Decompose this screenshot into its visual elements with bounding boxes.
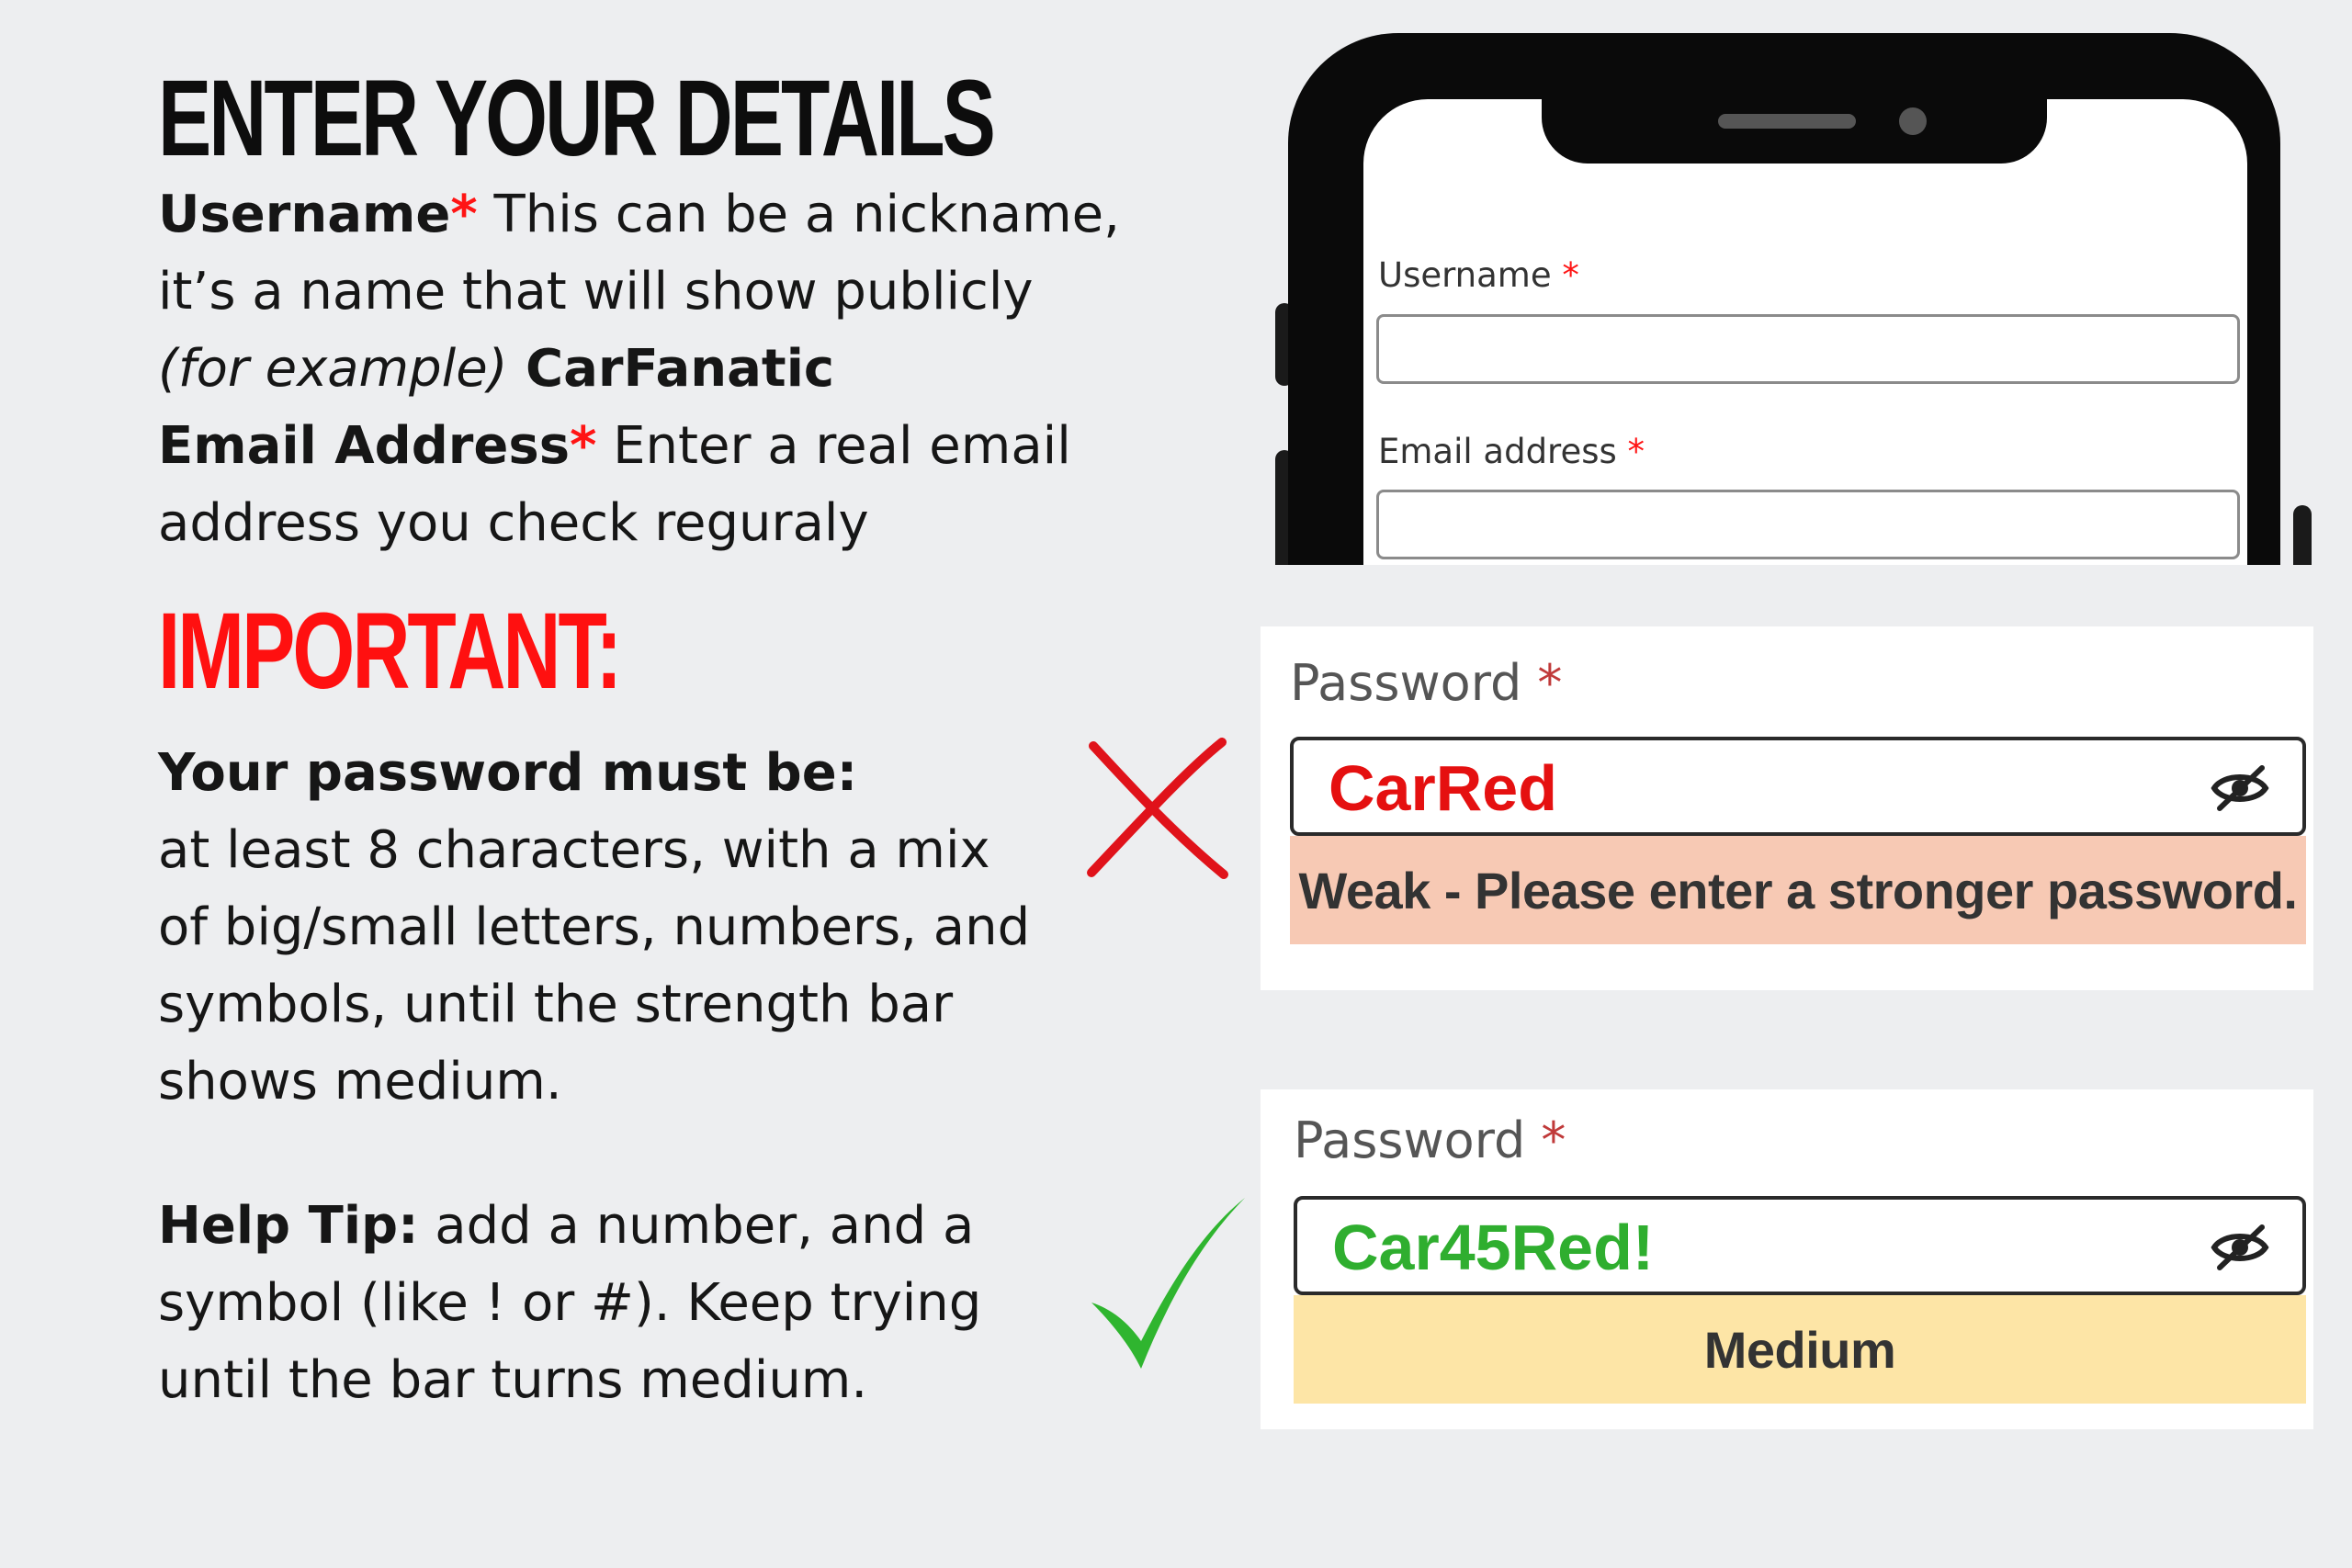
username-term: Username — [158, 185, 451, 244]
rules-title: Your password must be: — [158, 743, 858, 803]
username-description-2: it’s a name that will show publicly — [158, 262, 1034, 321]
username-field-label: Username * — [1378, 255, 1579, 295]
help-tip — [158, 1188, 1123, 1419]
required-mark: * — [1627, 432, 1645, 471]
rules-line: shows medium. — [158, 1052, 562, 1111]
eye-slash-icon[interactable] — [2211, 1224, 2269, 1271]
required-mark: * — [570, 416, 597, 476]
password-value: CarRed — [1329, 752, 1557, 824]
password-input[interactable] — [1294, 1196, 2306, 1295]
example-label: (for example) — [158, 339, 508, 399]
eye-slash-icon[interactable] — [2211, 764, 2269, 812]
password-value: Car45Red! — [1332, 1212, 1655, 1283]
rules-line: symbols, until the strength bar — [158, 975, 954, 1034]
intro-text — [158, 176, 1123, 562]
medium-password-example — [1261, 1089, 2313, 1429]
red-cross-icon — [1084, 735, 1231, 882]
email-input[interactable] — [1376, 490, 2240, 559]
password-rules — [158, 735, 1123, 1121]
weak-password-example — [1261, 626, 2313, 990]
green-check-icon — [1084, 1194, 1250, 1378]
rules-line: of big/small letters, numbers, and — [158, 897, 1031, 957]
example-value: CarFanatic — [507, 339, 835, 399]
strength-bar-weak: Weak - Please enter a stronger password. — [1290, 836, 2306, 944]
phone-notch — [1542, 46, 2047, 164]
strength-bar-medium: Medium — [1294, 1295, 2306, 1404]
email-description-2: address you check reguraly — [158, 493, 869, 553]
help-tip-text: add a number, and a — [418, 1196, 975, 1256]
rules-line: at least 8 characters, with a mix — [158, 820, 990, 880]
required-mark: * — [1537, 654, 1563, 712]
username-input[interactable] — [1376, 314, 2240, 384]
required-mark: * — [1562, 255, 1579, 295]
phone-camera — [1899, 107, 1927, 135]
required-mark: * — [1541, 1111, 1566, 1169]
help-tip-label: Help Tip: — [158, 1196, 419, 1256]
username-description: This can be a nickname, — [477, 185, 1120, 244]
password-label: Password * — [1294, 1111, 1566, 1169]
help-tip-text-3: until the bar turns medium. — [158, 1350, 868, 1410]
help-tip-text-2: symbol (like ! or #). Keep trying — [158, 1273, 982, 1333]
phone-speaker — [1718, 114, 1856, 129]
phone-side-button — [2293, 505, 2312, 565]
email-description: Enter a real email — [596, 416, 1071, 476]
password-label: Password * — [1290, 654, 1563, 712]
page-title: ENTER YOUR DETAILS — [158, 58, 993, 179]
email-term: Email Address — [158, 416, 571, 476]
password-input[interactable] — [1290, 737, 2306, 836]
email-field-label: Email address * — [1378, 432, 1645, 471]
phone-screen — [1363, 99, 2247, 565]
required-mark: * — [450, 185, 478, 244]
important-heading: IMPORTANT: — [158, 591, 620, 712]
